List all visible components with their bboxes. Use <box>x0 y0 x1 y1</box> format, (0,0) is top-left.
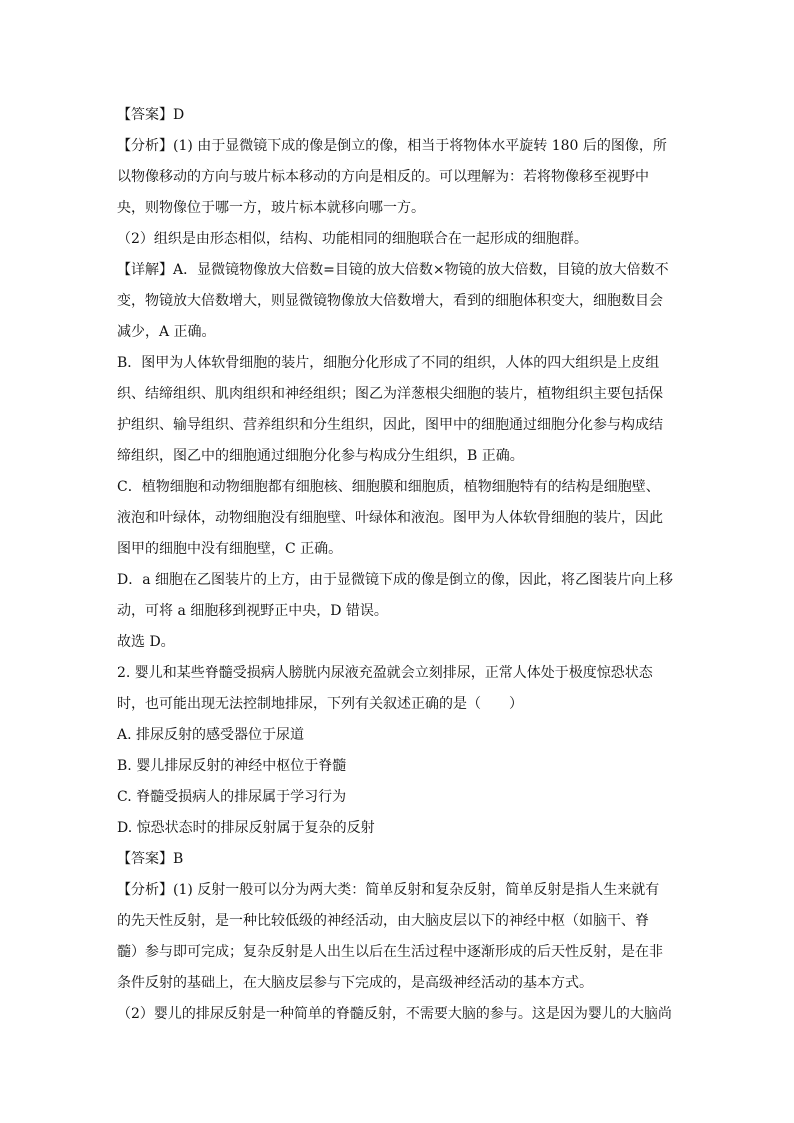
explanation-line: 减少，A 正确。 <box>117 324 216 340</box>
analysis-line: （2）婴儿的排尿反射是一种简单的脊髓反射，不需要大脑的参与。这是因为婴儿的大脑尚 <box>117 1006 672 1022</box>
analysis-line: 【分析】(1) 由于显微镜下成的像是倒立的像，相当于将物体水平旋转 180 后的图像，所 <box>117 138 667 154</box>
explanation-line: C．植物细胞和动物细胞都有细胞核、细胞膜和细胞质，植物细胞特有的结构是细胞壁、 <box>117 479 660 495</box>
analysis-line: （2）组织是由形态相似，结构、功能相同的细胞联合在一起形成的细胞群。 <box>117 231 588 247</box>
answer-line-q2: 【答案】B <box>117 851 184 867</box>
analysis-line: 髓）参与即可完成；复杂反射是人出生以后在生活过程中逐渐形成的后天性反射，是在非 <box>117 944 663 960</box>
answer-line-q1: 【答案】D <box>117 107 185 123</box>
option-c: C. 脊髓受损病人的排尿属于学习行为 <box>117 789 347 805</box>
question-2-stem: 时，也可能出现无法控制地排尿，下列有关叙述正确的是（ ） <box>117 696 523 712</box>
question-2-stem: 2. 婴儿和某些脊髓受损病人膀胱内尿液充盈就会立刻排尿，正常人体处于极度惊恐状态 <box>117 665 653 681</box>
explanation-line: D．a 细胞在乙图装片的上方，由于显微镜下成的像是倒立的像，因此，将乙图装片向上移 <box>117 572 674 588</box>
explanation-line: 变，物镜放大倍数增大，则显微镜物像放大倍数增大，看到的细胞体积变大，细胞数目会 <box>117 293 663 309</box>
analysis-line: 条件反射的基础上，在大脑皮层参与下完成的，是高级神经活动的基本方式。 <box>117 975 593 991</box>
explanation-line: 液泡和叶绿体，动物细胞没有细胞壁、叶绿体和液泡。图甲为人体软骨细胞的装片，因此 <box>117 510 663 526</box>
option-b: B. 婴儿排尿反射的神经中枢位于脊髓 <box>117 758 347 774</box>
explanation-line: 护组织、输导组织、营养组织和分生组织，因此，图甲中的细胞通过细胞分化参与构成结 <box>117 417 663 433</box>
conclusion-line: 故选 D。 <box>117 634 175 650</box>
option-d: D. 惊恐状态时的排尿反射属于复杂的反射 <box>117 820 375 836</box>
explanation-line: 织、结缔组织、肌肉组织和神经组织；图乙为洋葱根尖细胞的装片，植物组织主要包括保 <box>117 386 663 402</box>
explanation-line: 缔组织，图乙中的细胞通过细胞分化参与构成分生组织，B 正确。 <box>117 448 524 464</box>
analysis-line: 【分析】(1) 反射一般可以分为两大类：简单反射和复杂反射，简单反射是指人生来就有 <box>117 882 660 898</box>
explanation-line: 图甲的细胞中没有细胞壁，C 正确。 <box>117 541 343 557</box>
analysis-line: 的先天性反射，是一种比较低级的神经活动，由大脑皮层以下的神经中枢（如脑干、脊 <box>117 913 649 929</box>
option-a: A. 排尿反射的感受器位于尿道 <box>117 727 305 743</box>
explanation-line: 动，可将 a 细胞移到视野正中央，D 错误。 <box>117 603 388 619</box>
explanation-line: B．图甲为人体软骨细胞的装片，细胞分化形成了不同的组织，人体的四大组织是上皮组 <box>117 355 660 371</box>
document-body <box>117 100 677 1030</box>
analysis-line: 央，则物像位于哪一方，玻片标本就移向哪一方。 <box>117 200 425 216</box>
analysis-line: 以物像移动的方向与玻片标本移动的方向是相反的。可以理解为：若将物像移至视野中 <box>117 169 649 185</box>
explanation-line: 【详解】A．显微镜物像放大倍数=目镜的放大倍数×物镜的放大倍数，目镜的放大倍数不 <box>117 262 669 278</box>
